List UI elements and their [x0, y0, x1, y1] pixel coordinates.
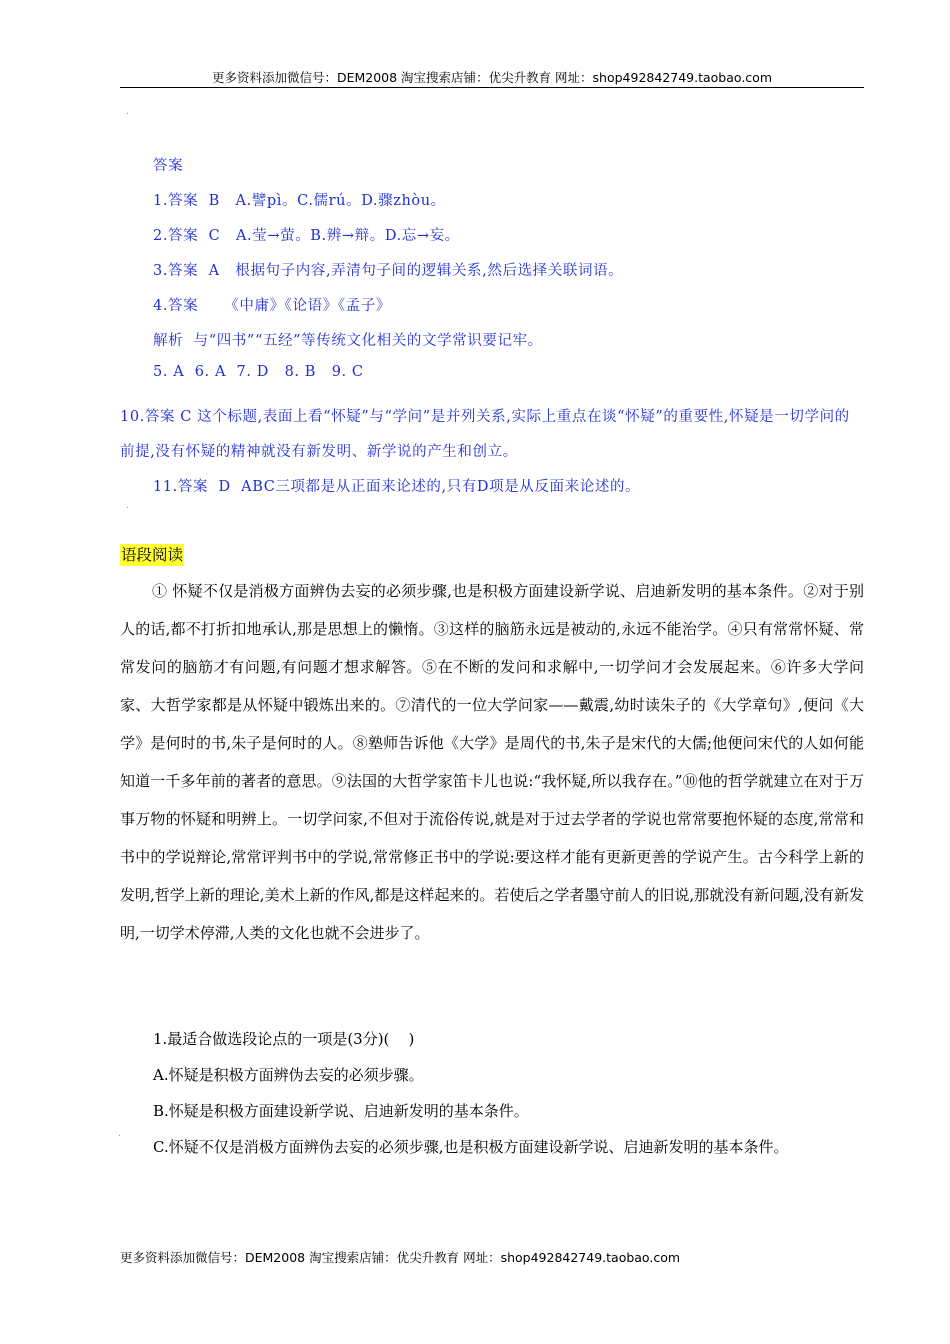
answer-2: 2.答案 C A.莹→萤。B.辨→辩。D.忘→妄。 — [153, 228, 460, 244]
answer-1: 1.答案 B A.譬pì。C.儒rú。D.骤zhòu。 — [153, 193, 446, 209]
paragraph-mark: . — [126, 500, 130, 511]
reading-passage: ① 怀疑不仅是消极方面辨伪去妄的必须步骤,也是积极方面建设新学说、启迪新发明的基本条件。②对于别人的话,都不打折扣地承认,那是思想上的懒惰。③这样的脑筋永远是被动的,永远不能治学。④只有常常怀疑、常常发问的脑筋才有问题,有问题才想求解答。⑤在不断的发问和求解中,一切学问才会发展起来。⑥许多大学问家、大哲学家都是从怀疑中锻炼出来的。⑦清代的一位大学问家——戴震,幼时读朱子的《大学章句》,便问《大学》是何时的书,朱子是何时的人。⑧塾师告诉他《大学》是周代的书,朱子是宋代的大儒;他便问宋代的人如何能知道一千多年前的著者的意思。⑨法国的大哲学家笛卡儿也说:“我怀疑,所以我存在。”⑩他的哲学就建立在对于万事万物的怀疑和明辨上。一切学问家,不但对于流俗传说,就是对于过去学者的学说也常常要抱怀疑的态度,常常和书中的学说辩论,常常评判书中的学说,常常修正书中的学说:要这样才能有更新更善的学说产生。古今科学上新的发明,哲学上新的理论,美术上新的作风,都是这样起来的。若使后之学者墨守前人的旧说,那就没有新问题,没有新发明,一切学术停滞,人类的文化也就不会进步了。 — [120, 582, 864, 942]
page-header: 更多资料添加微信号：DEM2008 淘宝搜索店铺：优尖升教育 网址：shop492842749.taobao.com — [211, 70, 773, 85]
answers-5-9: 5. A 6. A 7. D 8. B 9. C — [153, 364, 364, 380]
answer-10: 10.答案 C 这个标题,表面上看“怀疑”与“学问”是并列关系,实际上重点在谈“怀疑”的重要性,怀疑是一切学问的前提,没有怀疑的精神就没有新发明、新学说的产生和创立。 — [120, 409, 850, 460]
answer-3: 3.答案 A 根据句子内容,弄清句子间的逻辑关系,然后选择关联词语。 — [153, 263, 624, 279]
answers-title: 答案 — [153, 158, 184, 174]
paragraph-mark: . — [126, 106, 130, 117]
page-footer: 更多资料添加微信号：DEM2008 淘宝搜索店铺：优尖升教育 网址：shop492842749.taobao.com — [120, 1250, 681, 1265]
answer-11: 11.答案 D ABC三项都是从正面来论述的,只有D项是从反面来论述的。 — [153, 479, 641, 495]
option-a: A.怀疑是积极方面辨伪去妄的必须步骤。 — [153, 1066, 424, 1084]
section-title: 语段阅读 — [121, 546, 184, 564]
option-b: B.怀疑是积极方面建设新学说、启迪新发明的基本条件。 — [153, 1102, 529, 1120]
paragraph-mark: . — [118, 1128, 122, 1139]
answer-4: 4.答案 《中庸》《论语》《孟子》 — [153, 298, 391, 314]
question-1: 1.最适合做选段论点的一项是(3分)( ) — [153, 1030, 415, 1048]
answer-4-note: 解析 与“四书”“五经”等传统文化相关的文学常识要记牢。 — [153, 333, 543, 349]
option-c: C.怀疑不仅是消极方面辨伪去妄的必须步骤,也是积极方面建设新学说、启迪新发明的基本条件。 — [153, 1138, 789, 1156]
header-divider — [120, 87, 864, 88]
